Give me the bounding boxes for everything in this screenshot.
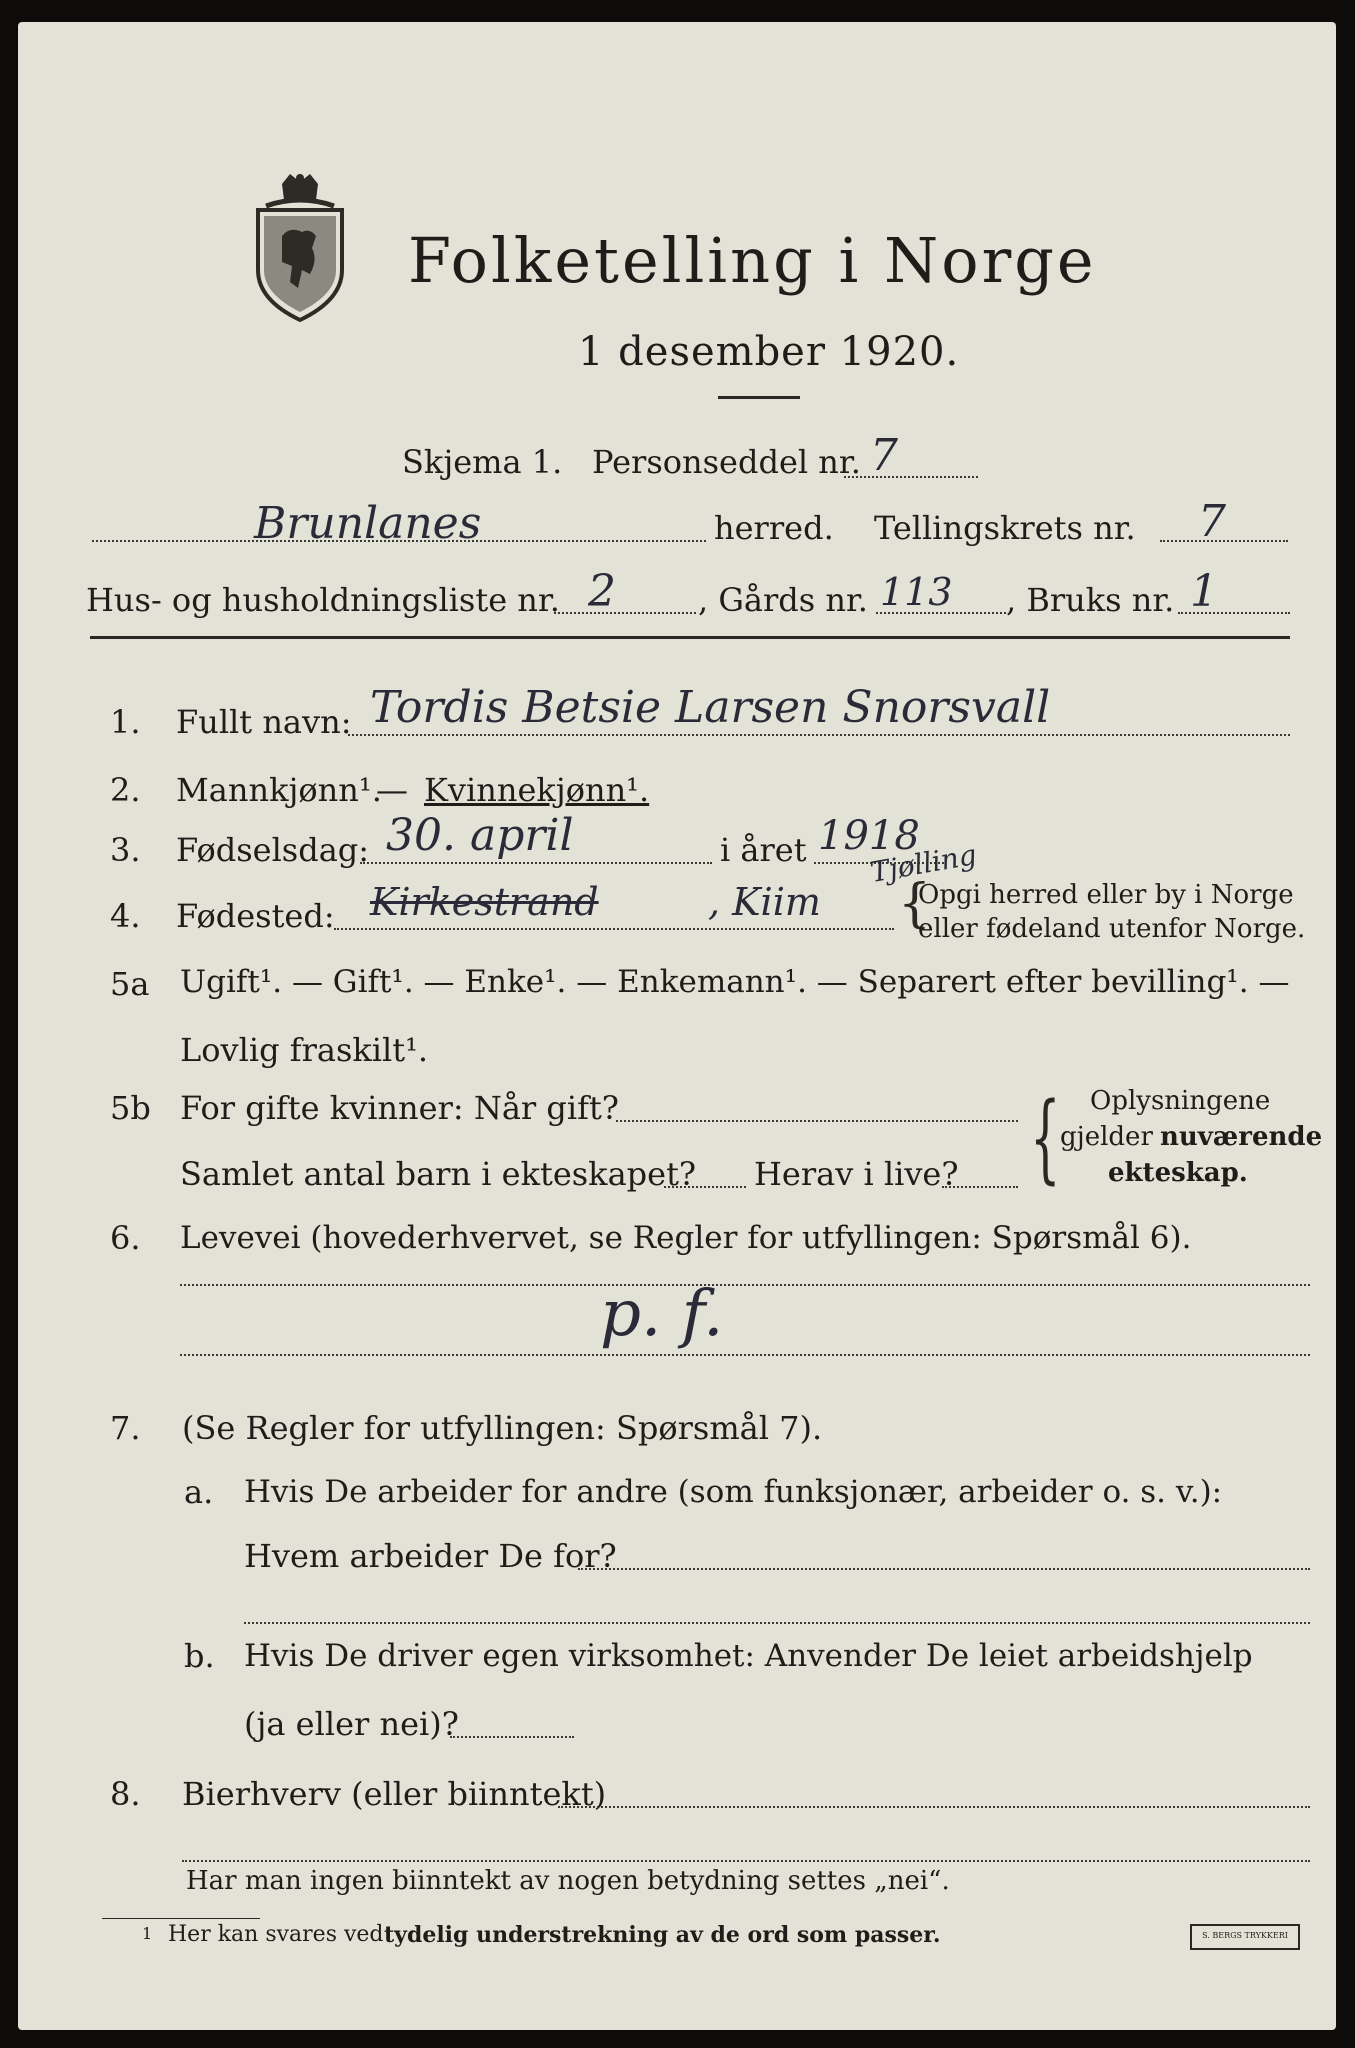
- married-when-field[interactable]: [616, 1120, 1018, 1122]
- brace-icon: {: [898, 874, 932, 934]
- marriage-note-1: Oplysningene: [1090, 1086, 1271, 1116]
- hus-label: Hus- og husholdningsliste nr.: [86, 581, 560, 619]
- birthplace-note-2: eller fødeland utenfor Norge.: [918, 914, 1306, 944]
- gards-value[interactable]: 113: [880, 570, 953, 614]
- children-alive-field[interactable]: [942, 1186, 1018, 1188]
- q7-label: (Se Regler for utfyllingen: Spørsmål 7).: [182, 1409, 823, 1447]
- year-label: i året: [720, 831, 807, 869]
- q7-number: 7.: [110, 1409, 141, 1447]
- form-title: Folketelling i Norge: [408, 224, 1097, 297]
- herred-label: herred.: [714, 509, 834, 547]
- gender-female-option[interactable]: Kvinnekjønn¹.: [424, 771, 650, 809]
- footnote-mark: 1: [142, 1924, 153, 1943]
- marriage-note-3: ekteskap.: [1108, 1158, 1248, 1188]
- children-count-label: Samlet antal barn i ekteskapet?: [180, 1155, 697, 1193]
- printer-stamp: S. BERGS TRYKKERI: [1190, 1924, 1300, 1950]
- children-alive-label: Herav i live?: [754, 1155, 959, 1193]
- q8-number: 8.: [110, 1775, 141, 1813]
- marriage-note-2a: gjelder: [1060, 1122, 1153, 1152]
- personseddel-value[interactable]: 7: [870, 430, 898, 481]
- footnote-text-b: tydelig understrekning av de ord som passer.: [384, 1922, 941, 1948]
- footnote-text-a: Her kan svares ved: [168, 1922, 384, 1947]
- employer-field[interactable]: [578, 1568, 1310, 1570]
- q4-label: Fødested:: [176, 897, 335, 935]
- q6-label: Levevei (hovederhvervet, se Regler for utfyllingen: Spørsmål 6).: [180, 1220, 1192, 1256]
- q1-number: 1.: [110, 703, 141, 741]
- census-form-page: [18, 22, 1336, 2030]
- occupation-value[interactable]: p. f.: [600, 1277, 724, 1351]
- brace-icon: {: [1030, 1082, 1061, 1194]
- birthplace-value[interactable]: , Kiim: [708, 880, 821, 924]
- q7b-letter: b.: [184, 1637, 215, 1675]
- q6-number: 6.: [110, 1219, 141, 1257]
- q7a-line1: Hvis De arbeider for andre (som funksjonær, arbeider o. s. v.):: [244, 1474, 1223, 1510]
- q3-label: Fødselsdag:: [176, 831, 370, 869]
- children-count-field[interactable]: [664, 1186, 746, 1188]
- q7b-line1: Hvis De driver egen virksomhet: Anvender De leiet arbeidshjelp: [244, 1638, 1253, 1674]
- marital-status-divorced[interactable]: Lovlig fraskilt¹.: [180, 1031, 429, 1069]
- q5a-number: 5a: [110, 965, 150, 1003]
- married-when-label: For gifte kvinner: Når gift?: [180, 1089, 619, 1127]
- marital-status-options[interactable]: Ugift¹. — Gift¹. — Enke¹. — Enkemann¹. — Separert efter bevilling¹. —: [180, 964, 1290, 1000]
- gender-dash: —: [376, 771, 408, 809]
- q7b-line2: (ja eller nei)?: [244, 1705, 459, 1743]
- herred-value[interactable]: Brunlanes: [254, 498, 482, 549]
- gards-label: , Gårds nr.: [698, 581, 868, 619]
- coat-of-arms-icon: [246, 170, 354, 322]
- full-name-value[interactable]: Tordis Betsie Larsen Snorsvall: [370, 682, 1051, 733]
- skjema-label: Skjema 1.: [402, 443, 563, 481]
- q8-label: Bierhverv (eller biinntekt): [182, 1775, 607, 1813]
- side-income-field[interactable]: [558, 1806, 1310, 1808]
- q5b-number: 5b: [110, 1089, 151, 1127]
- bruks-label: , Bruks nr.: [1006, 581, 1175, 619]
- header-divider: [90, 636, 1290, 639]
- q2-number: 2.: [110, 771, 141, 809]
- q7a-letter: a.: [184, 1473, 214, 1511]
- hus-value[interactable]: 2: [588, 566, 616, 617]
- tellingskrets-label: Tellingskrets nr.: [874, 509, 1136, 547]
- personseddel-label: Personseddel nr.: [592, 443, 861, 481]
- birthplace-struck-value[interactable]: Kirkestrand: [370, 880, 599, 924]
- marriage-note-2b: nuværende: [1160, 1122, 1323, 1152]
- hired-help-field[interactable]: [450, 1736, 574, 1738]
- q7a-line2: Hvem arbeider De for?: [244, 1537, 617, 1575]
- tellingskrets-value[interactable]: 7: [1198, 496, 1226, 547]
- birthplace-extra-value[interactable]: Tjølling: [867, 837, 980, 890]
- q4-number: 4.: [110, 897, 141, 935]
- census-date: 1 desember 1920.: [578, 329, 960, 375]
- footer-note: Har man ingen biinntekt av nogen betydning settes „nei“.: [186, 1866, 950, 1896]
- q1-label: Fullt navn:: [176, 703, 352, 741]
- gender-male-option[interactable]: Mannkjønn¹.: [176, 771, 382, 809]
- footnote-divider: [102, 1918, 260, 1919]
- bruks-value[interactable]: 1: [1190, 566, 1218, 617]
- q3-number: 3.: [110, 831, 141, 869]
- title-divider: [718, 396, 800, 399]
- birthday-value[interactable]: 30. april: [386, 810, 574, 861]
- birthplace-note-1: Opgi herred eller by i Norge: [918, 880, 1294, 910]
- birth-year-value[interactable]: 1918: [818, 813, 920, 859]
